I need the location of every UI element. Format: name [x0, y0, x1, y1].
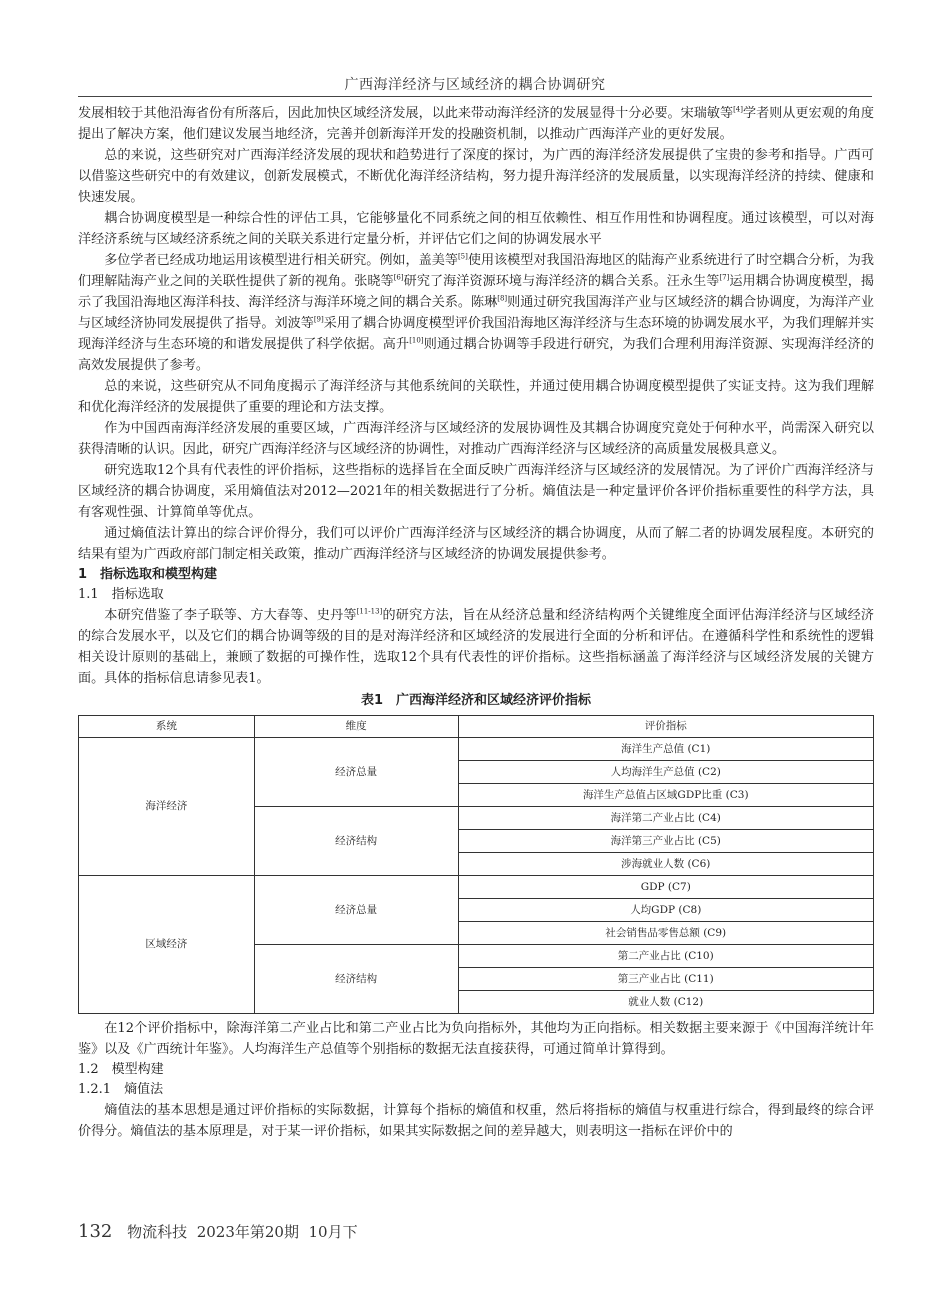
indicator-paragraph: [78, 605, 874, 689]
system-cell: 区域经济: [79, 876, 255, 1014]
indicator-cell: 海洋生产总值占区域GDP比重 (C3): [458, 784, 874, 807]
body-paragraph: [78, 208, 874, 250]
citation-ref: [4]: [733, 105, 743, 114]
page-footer: [78, 1221, 358, 1242]
journal-issue: 2023年第20期: [196, 1223, 299, 1241]
text-run: 研究选取12个具有代表性的评价指标，这些指标的选择旨在全面反映广西海洋经济与区域经济的发展情况。为了评价广西海洋经济与区域经济的耦合协调度，采用熵值法对2012—2021年的相关数据进行了分析。熵值法是一种定量评价各评价指标重要性的科学方法，具有客观性强、计算简单等优点。: [78, 463, 874, 520]
text-run: 采用了耦合协调度模型评价我国沿海地区海洋经济与生态环境的协调发展水平，为我们理解并实现海洋经济与生态环境的和谐发展提供了科学依据。高升: [78, 316, 875, 352]
indicator-cell: 人均GDP (C8): [458, 899, 874, 922]
indicator-cell: 海洋第二产业占比 (C4): [458, 807, 874, 830]
citation-ref: [6]: [393, 273, 404, 282]
system-cell: 海洋经济: [79, 738, 255, 876]
section-heading-1: 1 指标选取和模型构建: [78, 567, 218, 582]
text-run: 本研究借鉴了李子联等、方大春等、史丹等: [104, 608, 357, 623]
page-number: 132: [78, 1221, 113, 1242]
table-header-cell: 维度: [254, 716, 458, 738]
indicator-cell: 人均海洋生产总值 (C2): [458, 761, 874, 784]
body-paragraph: [78, 460, 874, 523]
text-run: 则通过耦合协调等手段进行研究，为我们合理利用海洋资源、实现海洋经济的高效发展提供了参考。: [78, 337, 875, 373]
table-row: [79, 876, 874, 899]
text-run: 多位学者已经成功地运用该模型进行相关研究。例如，盖美等: [104, 253, 458, 268]
text-run: 耦合协调度模型是一种综合性的评估工具，它能够量化不同系统之间的相互依赖性、相互作用性和协调程度。通过该模型，可以对海洋经济系统与区域经济系统之间的关联关系进行定量分析，并评估它们之间的协调发展水平: [78, 211, 874, 247]
data-source-paragraph: 在12个评价指标中，除海洋第二产业占比和第二产业占比为负向指标外，其他均为正向指标。相关数据主要来源于《中国海洋统计年鉴》以及《广西统计年鉴》。人均海洋生产总值等个别指标的数据无法直接获得，可通过简单计算得到。: [78, 1021, 874, 1057]
dimension-cell: 经济结构: [254, 807, 458, 876]
indicator-cell: 第三产业占比 (C11): [458, 968, 874, 991]
text-run: 学者则从更宏观的角度提出了解决方案，他们建议发展当地经济，完善并创新海洋开发的投融资机制，以推动广西海洋产业的更好发展。: [78, 106, 874, 142]
text-run: 作为中国西南海洋经济发展的重要区域，广西海洋经济与区域经济的发展协调性及其耦合协调度究竟处于何种水平，尚需深入研究以获得清晰的认识。因此，研究广西海洋经济与区域经济的协调性，对推动广西海洋经济与区域经济的高质量发展极具意义。: [78, 421, 874, 457]
citation-ref: [9]: [313, 315, 324, 324]
citation-ref: [10]: [409, 336, 424, 345]
body-paragraph: [78, 418, 874, 460]
table-row: [79, 738, 874, 761]
body-paragraph: [78, 376, 874, 418]
citation-ref: [7]: [719, 273, 730, 282]
table-header-row: [79, 716, 874, 738]
table-header-cell: 系统: [79, 716, 255, 738]
text-run: 的研究方法，旨在从经济总量和经济结构两个关键维度全面评估海洋经济与区域经济的综合发展水平，以及它们的耦合协调等级的目的是对海洋经济和区域经济的发展进行全面的分析和评估。在遵循科学性和系统性的逻辑相关设计原则的基础上，兼顾了数据的可操作性，选取12个具有代表性的评价指标。这些指标涵盖了海洋经济与区域经济发展的关键方面。具体的指标信息请参见表1。: [78, 608, 875, 686]
body-paragraph: [78, 250, 874, 376]
section-heading-1-2: 1.2 模型构建: [78, 1062, 164, 1077]
running-header: 广西海洋经济与区域经济的耦合协调研究: [344, 77, 606, 93]
indicator-cell: GDP (C7): [458, 876, 874, 899]
text-run: 通过熵值法计算出的综合评价得分，我们可以评价广西海洋经济与区域经济的耦合协调度，从而了解二者的协调发展程度。本研究的结果有望为广西政府部门制定相关政策，推动广西海洋经济与区域经济的协调发展提供参考。: [78, 526, 874, 562]
text-run: 使用该模型对我国沿海地区的陆海产业系统进行了时空耦合分析，为我们理解陆海产业之间的关联性提供了新的视角。张晓等: [78, 253, 875, 289]
indicator-cell: 海洋第三产业占比 (C5): [458, 830, 874, 853]
citation-ref: [5]: [457, 252, 468, 261]
section-heading-1-1: 1.1 指标选取: [78, 587, 164, 602]
header-rule: [78, 96, 872, 97]
text-run: 研究了海洋资源环境与海洋经济的耦合关系。汪永生等: [403, 274, 720, 289]
intro-paragraphs: [78, 103, 874, 565]
body-paragraph: [78, 523, 874, 565]
journal-name: 物流科技: [127, 1223, 188, 1241]
text-run: 总的来说，这些研究对广西海洋经济发展的现状和趋势进行了深度的探讨，为广西的海洋经济发展提供了宝贵的参考和指导。广西可以借鉴这些研究中的有效建议，创新发展模式，不断优化海洋经济结构，努力提升海洋经济的发展质量，以实现海洋经济的持续、健康和快速发展。: [78, 148, 874, 205]
citation-ref: [8]: [497, 294, 508, 303]
dimension-cell: 经济结构: [254, 945, 458, 1014]
indicator-cell: 社会销售品零售总额 (C9): [458, 922, 874, 945]
text-run: 则通过研究我国海洋产业与区域经济的耦合协调度，为海洋产业与区域经济协同发展提供了指导。刘波等: [78, 295, 875, 331]
table-caption: 表1 广西海洋经济和区域经济评价指标: [360, 693, 592, 708]
entropy-paragraph: 熵值法的基本思想是通过评价指标的实际数据，计算每个指标的熵值和权重，然后将指标的熵值与权重进行综合，得到最终的综合评价得分。熵值法的基本原理是，对于某一评价指标，如果其实际数据之间的差异越大，则表明这一指标在评价中的: [78, 1103, 874, 1139]
article-body: [78, 103, 874, 1142]
text-run: 运用耦合协调度模型，揭示了我国沿海地区海洋科技、海洋经济与海洋环境之间的耦合关系。陈琳: [78, 274, 875, 310]
indicator-cell: 第二产业占比 (C10): [458, 945, 874, 968]
dimension-cell: 经济总量: [254, 876, 458, 945]
body-paragraph: [78, 145, 874, 208]
citation-ref: [11-13]: [356, 607, 383, 616]
section-heading-1-2-1: 1.2.1 熵值法: [78, 1082, 164, 1097]
journal-month: 10月下: [308, 1223, 358, 1241]
indicator-cell: 就业人数 (C12): [458, 991, 874, 1014]
indicator-cell: 海洋生产总值 (C1): [458, 738, 874, 761]
indicator-table: [78, 715, 874, 1014]
text-run: 总的来说，这些研究从不同角度揭示了海洋经济与其他系统间的关联性，并通过使用耦合协调度模型提供了实证支持。这为我们理解和优化海洋经济的发展提供了重要的理论和方法支撑。: [78, 379, 874, 415]
table-header-cell: 评价指标: [458, 716, 874, 738]
dimension-cell: 经济总量: [254, 738, 458, 807]
indicator-cell: 涉海就业人数 (C6): [458, 853, 874, 876]
text-run: 发展相较于其他沿海省份有所落后，因此加快区域经济发展，以此来带动海洋经济的发展显得十分必要。宋瑞敏等: [78, 106, 734, 121]
body-paragraph: [78, 103, 874, 145]
